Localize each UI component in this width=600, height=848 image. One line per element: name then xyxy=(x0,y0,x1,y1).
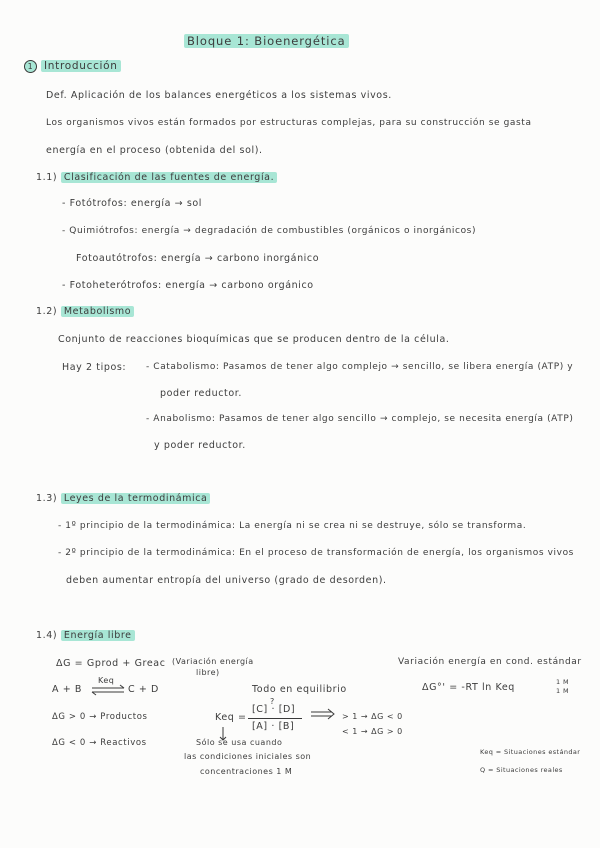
s13-law-3: deben aumentar entropía del universo (grado de desorden). xyxy=(66,575,387,586)
question-mark: ? xyxy=(270,697,275,706)
s12-anab-1: - Anabolismo: Pasamos de tener algo sencillo → complejo, se necesita energía (ATP) xyxy=(146,414,574,424)
s11-item-3: Fotoautótrofos: energía → carbono inorgánico xyxy=(76,253,320,264)
reaction-keq: Keq xyxy=(98,676,115,685)
intro-heading: Introducción xyxy=(41,60,121,72)
intro-p2: energía en el proceso (obtenida del sol). xyxy=(46,145,263,156)
implies-arrow-icon xyxy=(310,708,336,720)
s11-heading-row xyxy=(36,172,277,183)
reaction-right: C + D xyxy=(128,684,159,695)
s13-law-1: - 1º principio de la termodinámica: La energía ni se crea ni se destruye, sólo se transforma. xyxy=(58,521,527,531)
intro-def: Def. Aplicación de los balances energéticos a los sistemas vivos. xyxy=(46,90,392,101)
s11-item-1: - Fotótrofos: energía → sol xyxy=(62,198,203,209)
keq-label: Keq = xyxy=(215,712,247,723)
reaction-left: A + B xyxy=(52,684,83,695)
standard-note-1: 1 M xyxy=(556,678,570,686)
s12-heading-row xyxy=(36,306,134,317)
keq-fraction-line xyxy=(248,718,302,719)
s11-heading: Clasificación de las fuentes de energía. xyxy=(61,172,277,183)
standard-title: Variación energía en cond. estándar xyxy=(398,657,582,667)
s12-def: Conjunto de reacciones bioquímicas que se producen dentro de la célula. xyxy=(58,334,450,345)
delta-g-note-1: (Variación energía xyxy=(172,657,254,666)
s14-heading: Energía libre xyxy=(61,630,135,641)
only-used-3: concentraciones 1 M xyxy=(200,767,293,776)
s12-catab-2: poder reductor. xyxy=(160,388,243,399)
intro-heading-row xyxy=(24,60,121,73)
s11-num: 1.1) xyxy=(36,172,58,183)
s13-heading: Leyes de la termodinámica xyxy=(61,493,211,504)
all-equilibrium: Todo en equilibrio xyxy=(252,684,347,695)
delta-g-note-2: libre) xyxy=(196,668,220,677)
keq-less-one: < 1 → ΔG > 0 xyxy=(342,727,403,736)
page-title: Bloque 1: Bioenergética xyxy=(184,34,349,48)
s13-num: 1.3) xyxy=(36,493,58,504)
s13-heading-row xyxy=(36,493,210,504)
only-used-2: las condiciones iniciales son xyxy=(184,752,312,761)
s12-heading: Metabolismo xyxy=(61,306,134,317)
intro-p1: Los organismos vivos están formados por estructuras complejas, para su construcción se gasta xyxy=(46,118,532,128)
s12-num: 1.2) xyxy=(36,306,58,317)
s14-heading-row xyxy=(36,630,135,641)
delta-g-positive: ΔG > 0 → Productos xyxy=(52,712,148,722)
standard-note-2: 1 M xyxy=(556,687,570,695)
delta-g-negative: ΔG < 0 → Reactivos xyxy=(52,738,147,748)
s11-item-2: - Quimiótrofos: energía → degradación de combustibles (orgánicos o inorgánicos) xyxy=(62,226,477,236)
keq-numerator: [C] · [D] xyxy=(252,704,296,715)
standard-equation: ΔG°' = -RT ln Keq xyxy=(422,682,515,693)
s13-law-2: - 2º principio de la termodinámica: En el proceso de transformación de energía, los organismos vivos xyxy=(58,548,574,558)
equilibrium-arrow-icon xyxy=(90,684,126,696)
s14-num: 1.4) xyxy=(36,630,58,641)
delta-g-equation: ΔG = Gprod + Greac xyxy=(56,658,166,669)
keq-denominator: [A] · [B] xyxy=(252,721,295,732)
s12-catab-1: - Catabolismo: Pasamos de tener algo complejo → sencillo, se libera energía (ATP) y xyxy=(146,362,574,372)
legend-q: Q = Situaciones reales xyxy=(480,766,563,774)
keq-greater-one: > 1 → ΔG < 0 xyxy=(342,712,403,721)
s12-tipos-label: Hay 2 tipos: xyxy=(62,362,127,373)
s11-item-4: - Fotoheterótrofos: energía → carbono orgánico xyxy=(62,280,314,291)
legend-keq: Keq = Situaciones estándar xyxy=(480,748,581,756)
only-used-1: Sólo se usa cuando xyxy=(196,738,283,747)
intro-number: 1 xyxy=(24,60,37,73)
s12-anab-2: y poder reductor. xyxy=(154,440,246,451)
